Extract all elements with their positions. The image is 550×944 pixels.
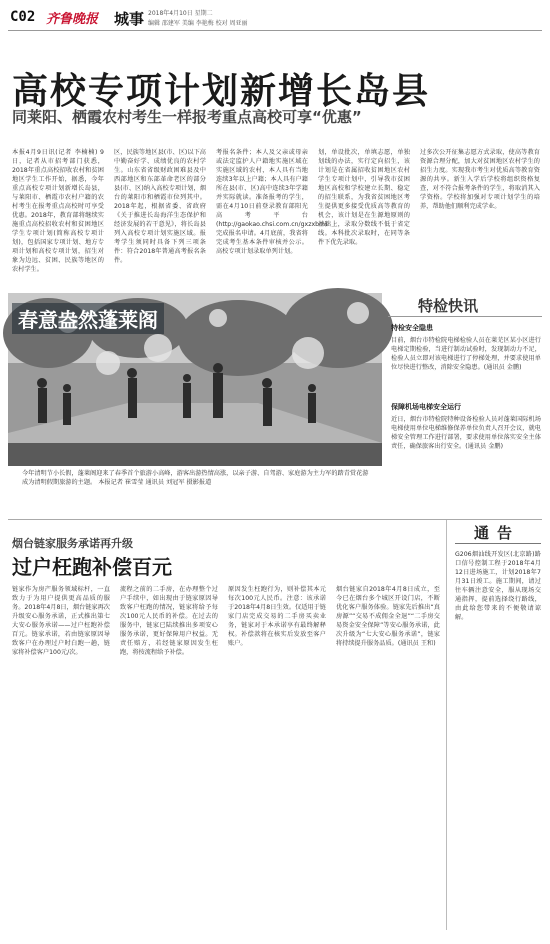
second-column-3: 原因发生枉跑行为，则补偿其本元每次100元人民币。注意：该承诺于2018年4月8日生效。仅适用于链家门店完成交易的二手房买卖业务，链家对于本承诺享有最终解释权。补偿款将在核实后发放至客户账户。 [228,586,326,647]
photo-caption: 今年清明节小长假，蓬莱阁迎来了春季首个旅游小高峰，游客出游热情高涨，以亲子游、自驾游、家庭游为主力军的踏青赏花游成为清明假期旅游的主题。 本报记者 崔雪莹 通讯员 刘冠军 摄影报道 [22,470,369,486]
lead-column-1: 本报4月9日讯(记者 李楠楠) 9日，记者从市招考部门获悉，2018年重点高校招收农村和贫困地区学生工作开始，据悉，今年重点高校专项计划新增长岛县，与莱阳市、栖霞市农村户籍的农村考生在报考重点高校时可享受优惠。2018年，教育部将继续实施重点高校招收农村和贫困地区学生专项计划(简称高校专项计划)，包括国家专项计划、地方专项计划和高校专项计划，招生对象为边远、贫困、民族等地区的农村学生。 [12,149,104,273]
quick-news-body-2: 近日，烟台市特检院特种设备检验人员对蓬莱国际机场电梯使用单位电梯维修保养单位负责人召开会议，就电梯安全管理工作进行部署，要求使用单位落实安全主体责任，确保旅客出行安全。(通讯员 金鹏) [391,416,541,450]
notice-body: G206烟汕线开发区(北京路)路口信号控制工程于2018年4月12日进场施工，计划2018年7月31日竣工。施工期间，请过往车辆注意安全，服从现场交通指挥，提前选择绕行路线，由此给您带来的不便敬请谅解。 [455,551,541,621]
header-rule [8,30,542,31]
headline: 高校专项计划新增长岛县 [12,70,431,112]
lead-column-4: 划，单设批次，单填志愿，单独划线的办法，实行定向招生，该计划是在省属招收贫困地区农村学生专项计划中，引导我市贫困地区高校和学校建立长期、稳定的招生联系，为我省贫困地区考生提供更多接受优质高等教育的机会，该计划是在生源地原则的基础上，录取分数线不低于省定线。本科批次录取时，在同等条件下优先录取。 [318,149,410,246]
editor-credits: 编辑 邵建军 美编 李艳梅 校对 周亚丽 [148,20,248,27]
section-name: 城事 [114,10,145,28]
lead-column-2: 区，民族等地区县(市、区)以下高中勤奋好学、成绩优良的农村学生。山东省省级财政困难县及中西部地区和东部革命老区的部分县(市、区)纳入高校专项计划，烟台的莱阳市和栖霞市位列其中。2018年起，根据省委、省政府《关于推进长岛海洋生态保护和经济发展的若干意见》，将长岛县列入高校专项计划实施区域。报考学生须同时具备下列三项条件：符合2018年普通高考报名条件。 [114,149,206,264]
second-headline: 过户枉跑补偿百元 [12,555,172,579]
second-column-4: 烟台链家自2018年4月8日成立，至今已在烟台多个城区开设门店，不断优化客户服务体验。链家先后推出“真房源”“交易不成佣金全退”“二手房交易资金安全保障”等安心服务承诺，此次升级为“七大安心服务承诺”，链家将持续提升服务品质。(通讯员 王和) [336,586,440,647]
section-divider [8,519,542,520]
photo-title: 春意盎然蓬莱阁 [12,303,164,334]
notice-divider [446,520,447,930]
quick-news-heading-1: 特检安全隐患 [391,324,433,332]
quick-news-title: 特检快讯 [418,297,479,315]
quick-news-heading-2: 保障机场电梯安全运行 [391,403,461,411]
second-kicker: 烟台链家服务承诺再升级 [12,537,133,550]
second-column-1: 链家作为房产服务领域标杆，一直致力于为用户提供更高品质的服务。2018年4月8日，烟台链家再次升级安心服务承诺，正式推出第七大安心服务承诺——过户枉跑补偿百元。链家承诺，若由链家原因导致客户在办理过户时白跑一趟，链家将补偿客户100元/次。 [12,586,110,656]
notice-title: 通告 [473,524,520,542]
subheadline: 同莱阳、栖霞农村考生一样报考重点高校可享“优惠” [12,108,362,126]
quick-news-body-1: 目前，烟台市特检院电梯检验人员在莱芜区某小区进行电梯定期检验，当进行制动试验时，发现制动力不足，检验人员立即对该电梯进行了停梯处理，并要求使用单位尽快进行整改，消除安全隐患。(通讯员 金鹏) [391,337,541,371]
second-column-2: 流程之前的二手房，在办理整个过户手续中，如出现由于链家原因导致客户枉跑的情况，链家将给予每次100元人民币的补偿。在过去的服务中，链家已陆续推出多项安心服务承诺，更好保障用户权益。无责任赔方，若经链家原因发生枉跑，将按流程给予补偿。 [120,586,218,656]
quick-news-rule [388,316,542,317]
page-number: C02 [10,9,36,25]
newspaper-logo: 齐鲁晚报 [46,12,99,27]
notice-rule [455,543,541,544]
issue-date: 2018年4月10日 星期二 [148,10,213,17]
lead-column-3: 考报名条件；本人及父亲或母亲或法定监护人户籍地实施区域在实施区域的农村，本人具有当地连续3年以上户籍；本人具有户籍所在县(市、区)高中连续3年学籍并实际就读。准备报考的学生，需在4月10日前登录教育部阳光高考平台(http://gaokao.chsi.com.cn/gxzxbm)完成报名申请。4月底前，我省将完成考生基本条件审核并公示。高校专项计划录取单列计划。 [216,149,328,255]
lead-column-5: 过多次公开征集志愿方式录取，使高等教育资源合理分配，加大对贫困地区农村学生的招生力度。实现我市考生对优质高等教育资源的共享。新生入学后学校将组织资格复查，对不符合报考条件的学生，将取消其入学资格。学校将加强对专项计划学生的培养，帮助他们顺利完成学业。 [420,149,540,210]
